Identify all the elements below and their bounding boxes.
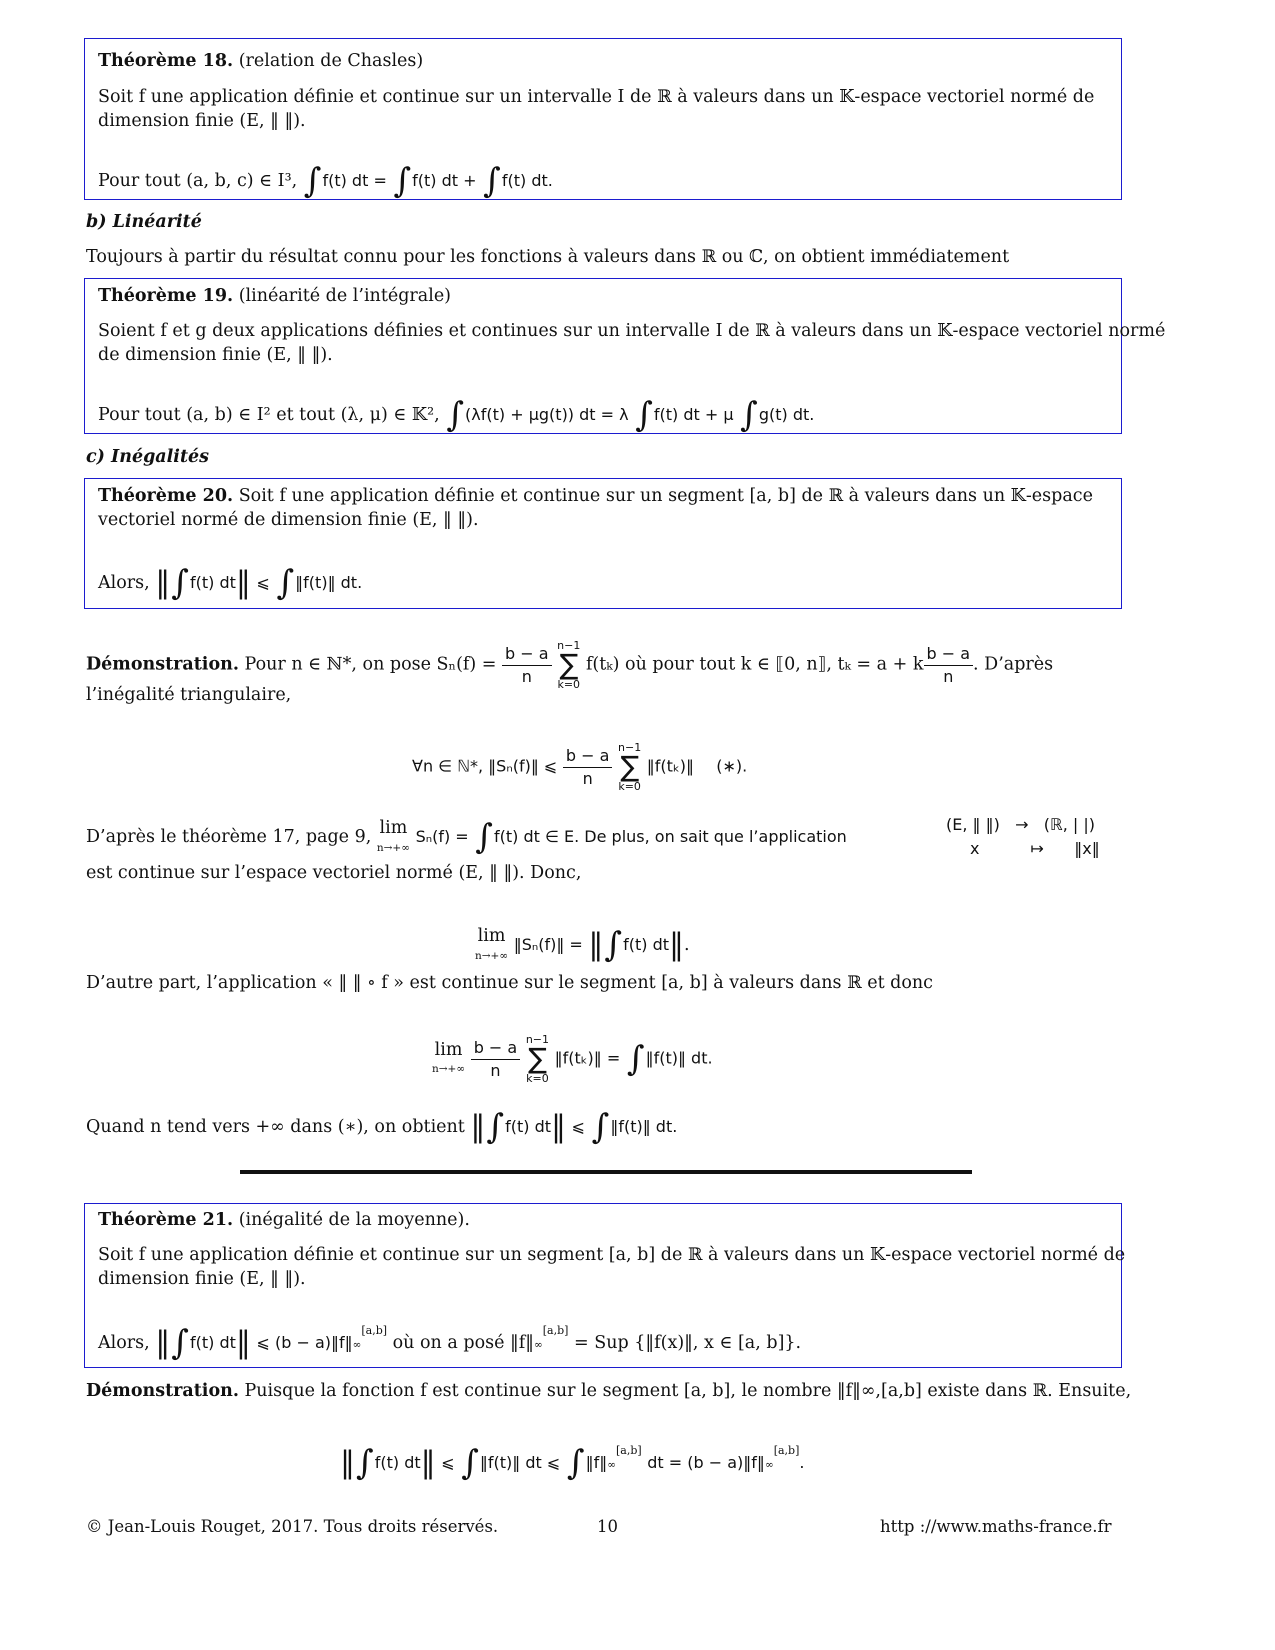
horizontal-rule bbox=[240, 1170, 972, 1174]
integral-sign: ∫ bbox=[635, 395, 653, 435]
theorem-21-title: Théorème 21. bbox=[98, 1210, 234, 1230]
theorem-19-note: (linéarité de l’intégrale) bbox=[238, 286, 452, 306]
theorem-18-title: Théorème 18. bbox=[98, 51, 234, 71]
footer-website-link[interactable]: http ://www.maths-france.fr bbox=[880, 1517, 1112, 1536]
theorem-18-heading bbox=[98, 50, 423, 72]
integral-sign: ∫ bbox=[486, 1107, 505, 1147]
demo-1-line-6: Quand n tend vers +∞ dans (∗), on obtient ‖∫f(t) dt‖ ⩽ ∫‖f(t)‖ dt. bbox=[86, 1107, 678, 1147]
theorem-20-line-1: Théorème 20. Soit f une application définie et continue sur un segment [a, b] de ℝ à valeurs dans un 𝕂-espace bbox=[98, 486, 1093, 506]
theorem-18-formula: Pour tout (a, b, c) ∈ I³, ∫f(t) dt = ∫f(t) dt + ∫f(t) dt. bbox=[98, 161, 553, 201]
integral-sign: ∫ bbox=[446, 395, 465, 435]
section-c-heading: c) Inégalités bbox=[86, 447, 210, 467]
theorem-19-line-2: de dimension finie (E, ‖ ‖). bbox=[98, 345, 333, 365]
section-b-paragraph: Toujours à partir du résultat connu pour les fonctions à valeurs dans ℝ ou ℂ, on obtient immédiatement bbox=[86, 247, 1010, 267]
demo-2-title: Démonstration. bbox=[86, 1381, 239, 1401]
footer-page-number: 10 bbox=[597, 1517, 618, 1536]
demo-1-line-2: l’inégalité triangulaire, bbox=[86, 685, 292, 705]
demo-2-equation: ‖∫f(t) dt‖ ⩽ ∫‖f(t)‖ dt ⩽ ∫‖f‖∞[a,b] dt = (b − a)‖f‖∞[a,b]. bbox=[340, 1443, 805, 1483]
integral-sign: ∫ bbox=[740, 395, 758, 435]
demo-1-line-4: est continue sur l’espace vectoriel normé (E, ‖ ‖). Donc, bbox=[86, 863, 582, 883]
integral-sign: ∫ bbox=[604, 925, 623, 965]
demo-1-equation-3: lim n→+∞ $\frac{b - a}{n}$ n−1 ∑ k=0 ‖f(tₖ)‖ = ∫‖f(t)‖ dt. bbox=[432, 1033, 713, 1085]
theorem-19-line-1: Soient f et g deux applications définies et continues sur un intervalle I de ℝ à valeurs dans un 𝕂-espace vectoriel normé bbox=[98, 321, 1166, 341]
demo-1-title: Démonstration. bbox=[86, 654, 239, 675]
theorem-20-line-2: vectoriel normé de dimension finie (E, ‖ ‖). bbox=[98, 510, 479, 530]
integral-sign: ∫ bbox=[356, 1443, 374, 1483]
theorem-19-title: Théorème 19. bbox=[98, 286, 234, 306]
theorem-18-note: (relation de Chasles) bbox=[238, 51, 424, 71]
integral-sign: ∫ bbox=[475, 817, 493, 857]
theorem-19-formula: Pour tout (a, b) ∈ I² et tout (λ, μ) ∈ 𝕂², ∫(λf(t) + μg(t)) dt = λ ∫f(t) dt + μ ∫g(t) dt. bbox=[98, 395, 815, 435]
integral-sign: ∫ bbox=[171, 563, 189, 603]
integral-sign: ∫ bbox=[276, 563, 295, 603]
demo-1-line-5: D’autre part, l’application « ‖ ‖ ∘ f » est continue sur le segment [a, b] à valeurs dans ℝ et donc bbox=[86, 973, 933, 993]
theorem-21-heading bbox=[98, 1209, 470, 1231]
footer-copyright: © Jean-Louis Rouget, 2017. Tous droits réservés. bbox=[86, 1517, 499, 1536]
theorem-18-line-2: dimension finie (E, ‖ ‖). bbox=[98, 111, 306, 131]
theorem-20-formula: Alors, ‖∫f(t) dt‖ ⩽ ∫‖f(t)‖ dt. bbox=[98, 563, 363, 603]
demo-1-line-1: Démonstration. Pour n ∈ ℕ*, on pose Sₙ(f) = $\frac{b - a}{n}$ n−1 ∑ k=0 f(tₖ) où pour tout k ∈ ⟦0, n⟧, tₖ = a + k $\frac{b - a}{n}$ . D’après bbox=[86, 639, 1054, 691]
norm-map-row-1: (E, ‖ ‖) → (ℝ, | |) bbox=[946, 815, 1095, 834]
demo-1-line-3: D’après le théorème 17, page 9, lim n→+∞ Sₙ(f) = ∫f(t) dt ∈ E. De plus, on sait que l’application bbox=[86, 817, 847, 857]
section-b-heading: b) Linéarité bbox=[86, 212, 202, 232]
integral-sign: ∫ bbox=[393, 161, 412, 201]
integral-sign: ∫ bbox=[566, 1443, 585, 1483]
integral-sign: ∫ bbox=[483, 161, 501, 201]
demo-1-equation-2: lim n→+∞ ‖Sₙ(f)‖ = ‖∫f(t) dt‖. bbox=[475, 925, 690, 965]
integral-sign: ∫ bbox=[461, 1443, 479, 1483]
demo-1-equation-1: ∀n ∈ ℕ*, ‖Sₙ(f)‖ ⩽ $\frac{b - a}{n}$ n−1 ∑ k=0 ‖f(tₖ)‖ (∗). bbox=[412, 741, 748, 793]
integral-sign: ∫ bbox=[591, 1107, 610, 1147]
theorem-21-line-2: dimension finie (E, ‖ ‖). bbox=[98, 1269, 306, 1289]
integral-sign: ∫ bbox=[171, 1323, 189, 1363]
theorem-21-line-1: Soit f une application définie et continue sur un segment [a, b] de ℝ à valeurs dans un 𝕂-espace vectoriel normé de bbox=[98, 1245, 1126, 1265]
theorem-21-note: (inégalité de la moyenne). bbox=[238, 1210, 470, 1230]
norm-map-row-2: x ↦ ‖x‖ bbox=[970, 839, 1100, 858]
theorem-21-formula: Alors, ‖∫f(t) dt‖ ⩽ (b − a)‖f‖∞[a,b] où on a posé ‖f‖∞[a,b] = Sup {‖f(x)‖, x ∈ [a, b]}. bbox=[98, 1323, 802, 1363]
integral-sign: ∫ bbox=[626, 1038, 645, 1079]
demo-2-line-1: Démonstration. Puisque la fonction f est continue sur le segment [a, b], le nombre ‖f‖∞,[a,b] existe dans ℝ. Ensuite, bbox=[86, 1381, 1132, 1401]
integral-sign: ∫ bbox=[303, 161, 322, 201]
theorem-19-heading bbox=[98, 285, 451, 307]
theorem-18-line-1: Soit f une application définie et continue sur un intervalle I de ℝ à valeurs dans un 𝕂-espace vectoriel normé de bbox=[98, 87, 1095, 107]
theorem-20-title: Théorème 20. bbox=[98, 486, 234, 506]
